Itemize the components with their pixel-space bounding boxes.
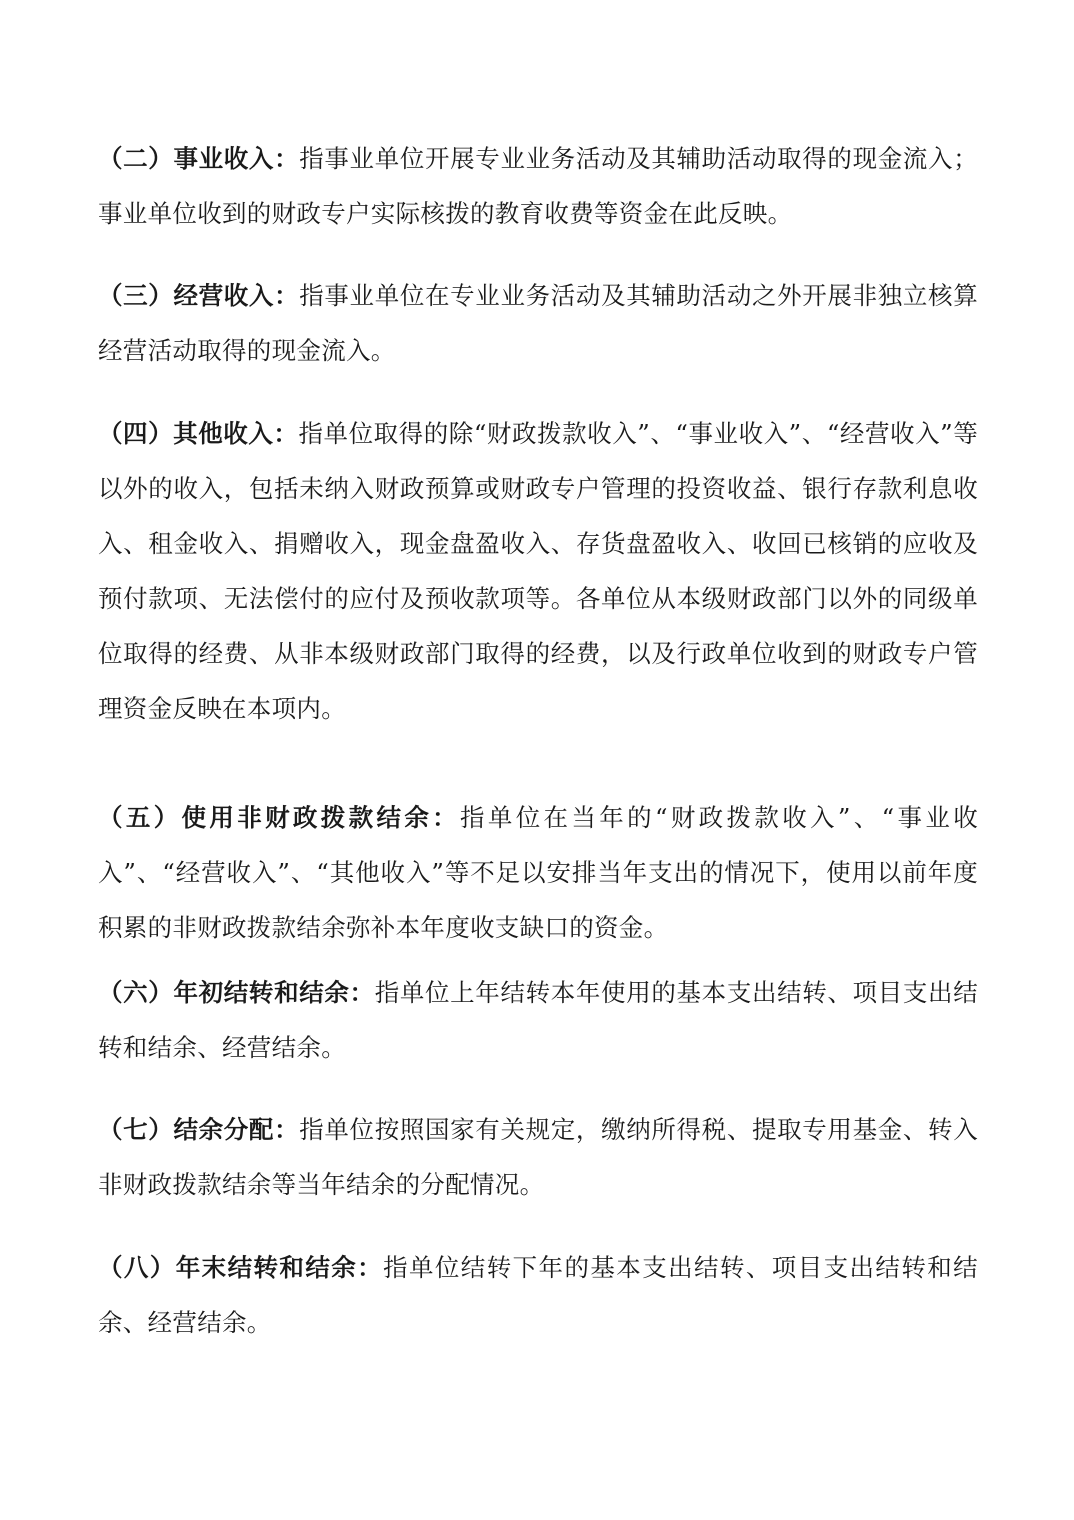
paragraph-heading: （六）年初结转和结余： (98, 978, 375, 1007)
paragraph-surplus-distribution (98, 1102, 978, 1212)
paragraph-body: 指单位按照国家有关规定，缴纳所得税、提取专用基金、转入非财政拨款结余等当年结余的分配情况。 (98, 1115, 978, 1199)
paragraph-business-income (98, 131, 978, 241)
paragraph-body: 指单位上年结转本年使用的基本支出结转、项目支出结转和结余、经营结余。 (98, 978, 978, 1062)
paragraph-heading: （三）经营收入： (98, 281, 300, 310)
paragraph-body: 指事业单位在专业业务活动及其辅助活动之外开展非独立核算经营活动取得的现金流入。 (98, 281, 978, 365)
paragraph-heading: （七）结余分配： (98, 1115, 300, 1144)
paragraph-closing-carryover (98, 1240, 978, 1350)
paragraph-opening-carryover (98, 965, 978, 1075)
paragraph-heading: （五）使用非财政拨款结余： (98, 803, 461, 832)
paragraph-heading: （二）事业收入： (98, 144, 300, 173)
paragraph-operating-income (98, 268, 978, 378)
paragraph-body: 指单位取得的除“财政拨款收入”、“事业收入”、“经营收入”等以外的收入，包括未纳入财政预算或财政专户管理的投资收益、银行存款利息收入、租金收入、捐赠收入，现金盘盈收入、存货盘盈收入、收回已核销的应收及预付款项、无法偿付的应付及预收款项等。各单位从本级财政部门以外的同级单位取得的经费、从非本级财政部门取得的经费，以及行政单位收到的财政专户管理资金反映在本项内。 (98, 419, 978, 723)
paragraph-body: 指事业单位开展专业业务活动及其辅助活动取得的现金流入；事业单位收到的财政专户实际核拨的教育收费等资金在此反映。 (98, 144, 978, 228)
paragraph-other-income (98, 406, 978, 736)
paragraph-body: 指单位在当年的“财政拨款收入”、“事业收入”、“经营收入”、“其他收入”等不足以安排当年支出的情况下，使用以前年度积累的非财政拨款结余弥补本年度收支缺口的资金。 (98, 803, 978, 942)
paragraph-heading: （四）其他收入： (98, 419, 299, 448)
paragraph-use-non-fiscal-surplus (98, 790, 978, 955)
paragraph-heading: （八）年末结转和结余： (98, 1253, 384, 1282)
paragraph-body: 指单位结转下年的基本支出结转、项目支出结转和结余、经营结余。 (98, 1253, 978, 1337)
